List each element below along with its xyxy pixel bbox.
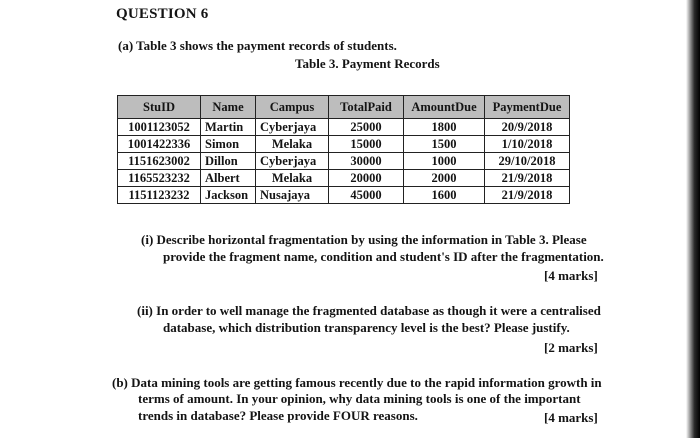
table-row (118, 153, 570, 170)
cell-amountdue: 1000 (404, 153, 485, 170)
cell-totalpaid: 45000 (329, 187, 404, 204)
sub-question-i-line1: (i) Describe horizontal fragmentation by using the information in Table 3. Please (141, 232, 587, 247)
sub-question-i-marks: [4 marks] (544, 268, 598, 283)
cell-stuid: 1151123232 (118, 187, 201, 204)
cell-campus: Cyberjaya (256, 119, 329, 136)
cell-totalpaid: 15000 (329, 136, 404, 153)
cell-name: Dillon (201, 153, 256, 170)
table-row (118, 119, 570, 136)
part-b-line2: terms of amount. In your opinion, why data mining tools is one of the important (138, 391, 581, 406)
payment-records-table (117, 95, 570, 204)
cell-campus: Melaka (256, 136, 329, 153)
cell-stuid: 1001123052 (118, 119, 201, 136)
question-title: QUESTION 6 (116, 6, 209, 22)
cell-totalpaid: 25000 (329, 119, 404, 136)
cell-name: Simon (201, 136, 256, 153)
cell-paymentdue: 29/10/2018 (485, 153, 570, 170)
header-paymentdue: PaymentDue (485, 96, 570, 119)
cell-paymentdue: 20/9/2018 (485, 119, 570, 136)
cell-amountdue: 1600 (404, 187, 485, 204)
cell-paymentdue: 21/9/2018 (485, 187, 570, 204)
table-header-row (118, 96, 570, 119)
part-b-line3: trends in database? Please provide FOUR reasons. (138, 408, 418, 423)
cell-amountdue: 1500 (404, 136, 485, 153)
cell-name: Albert (201, 170, 256, 187)
header-totalpaid: TotalPaid (329, 96, 404, 119)
header-campus: Campus (256, 96, 329, 119)
cell-campus: Melaka (256, 170, 329, 187)
cell-totalpaid: 20000 (329, 170, 404, 187)
part-b-marks: [4 marks] (544, 410, 598, 425)
cell-amountdue: 1800 (404, 119, 485, 136)
sub-question-ii-line1: (ii) In order to well manage the fragmented database as though it were a centralised (137, 303, 601, 318)
part-a-intro: (a) Table 3 shows the payment records of students. (118, 38, 397, 53)
part-b-line1: (b) Data mining tools are getting famous recently due to the rapid information growth in (112, 375, 602, 390)
cell-name: Martin (201, 119, 256, 136)
cell-amountdue: 2000 (404, 170, 485, 187)
photo-edge-shadow (686, 0, 700, 438)
table-caption: Table 3. Payment Records (295, 56, 440, 71)
cell-stuid: 1001422336 (118, 136, 201, 153)
cell-campus: Nusajaya (256, 187, 329, 204)
table-row (118, 187, 570, 204)
cell-paymentdue: 21/9/2018 (485, 170, 570, 187)
header-name: Name (201, 96, 256, 119)
cell-totalpaid: 30000 (329, 153, 404, 170)
table-row (118, 170, 570, 187)
sub-question-ii-line2: database, which distribution transparency level is the best? Please justify. (163, 320, 570, 335)
header-stuid: StuID (118, 96, 201, 119)
cell-paymentdue: 1/10/2018 (485, 136, 570, 153)
header-amountdue: AmountDue (404, 96, 485, 119)
sub-question-ii-marks: [2 marks] (544, 340, 598, 355)
table-row (118, 136, 570, 153)
cell-stuid: 1165523232 (118, 170, 201, 187)
cell-name: Jackson (201, 187, 256, 204)
cell-campus: Cyberjaya (256, 153, 329, 170)
cell-stuid: 1151623002 (118, 153, 201, 170)
sub-question-i-line2: provide the fragment name, condition and student's ID after the fragmentation. (163, 249, 604, 264)
